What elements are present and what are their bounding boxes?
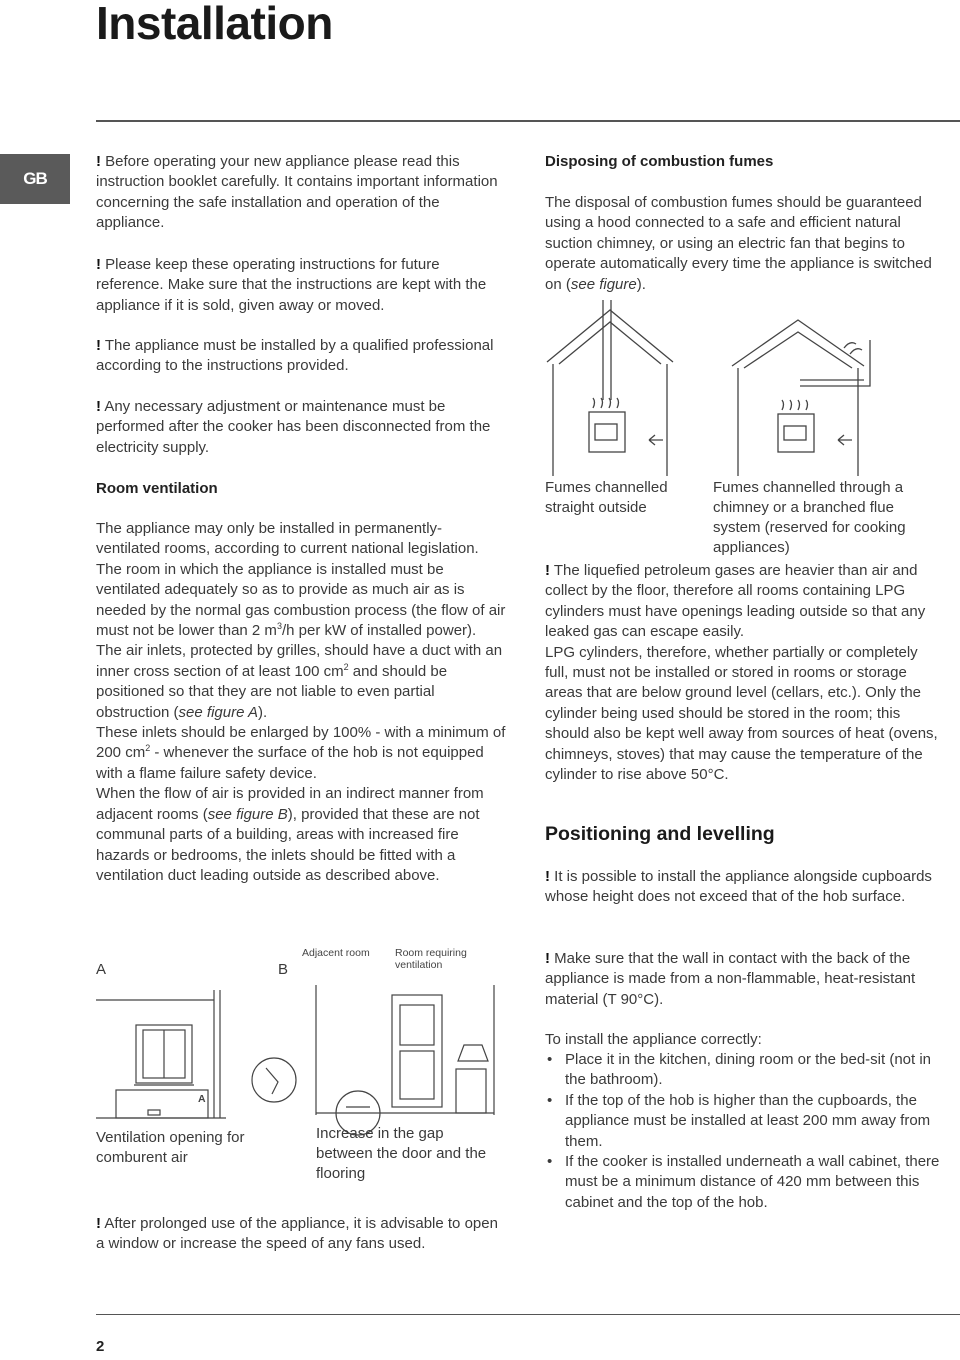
intro-paragraph-3 (96, 336, 506, 377)
hood (458, 1045, 488, 1061)
positioning-paragraph-1 (545, 867, 945, 908)
list-item (545, 1091, 945, 1152)
room-ventilation-heading: Room ventilation (96, 480, 218, 497)
lpg-paragraph-2: LPG cylinders, therefore, whether partially or completely full, must not be installed or stored in rooms or storage areas that are below ground level (cellars, etc.). Only the cylinder being used should be stored in the room; this should also be kept well away from sources of heat (ovens, chimneys, stoves) that may cause the temperature of the cylinder to rise above 50°C. (545, 643, 938, 784)
figure-b-ventilation-diagram (296, 985, 496, 1115)
house-outer (547, 310, 673, 362)
language-tab-label: GB (23, 169, 47, 188)
detail-circle (252, 1058, 296, 1102)
page-number: 2 (96, 1338, 105, 1355)
bullet-glyph: • (547, 1153, 553, 1171)
fumes-text: The disposal of combustion fumes should be guaranteed using a hood connected to a safe and efficient natural suction chimney, or using an electric fan that begins to operate automatically every time the appliance is switched on ( (545, 194, 932, 293)
figure-reference: see figure (570, 275, 637, 293)
flames (782, 400, 808, 410)
rv-text-2-end: ). (258, 703, 268, 721)
rv-paragraph-2 (96, 641, 506, 723)
superscript: 2 (343, 661, 349, 672)
cooker-box (116, 1090, 208, 1118)
lpg-paragraph-1 (545, 561, 945, 643)
oven-door (595, 424, 617, 440)
header-rule (96, 120, 960, 122)
bullet-glyph: • (547, 1091, 553, 1109)
warning-mark: ! (96, 1215, 101, 1232)
rv-text-4-end: ), provided that these are not communal parts of a building, areas with increased fire hazards or bedrooms, the inlets should be fitted with a ventilation duct leading outside as described above. (96, 805, 480, 884)
opening-a-label: A (198, 1093, 206, 1105)
bullet-glyph: • (547, 1051, 553, 1068)
figure-reference: see figure B (207, 805, 288, 823)
caption-straight-outside: Fumes channelled straight outside (545, 479, 668, 516)
flames (593, 398, 619, 408)
superscript: 3 (276, 621, 282, 632)
list-item-text: Place it in the kitchen, dining room or the bed-sit (not in the bathroom). (565, 1051, 932, 1089)
intro-text-2: Please keep these operating instructions for future reference. Make sure that the instructions are kept with the appliance if it is sold, given away or moved. (96, 256, 487, 314)
intro-text-3: The appliance must be installed by a qualified professional according to the instructions provided. (96, 337, 494, 375)
warning-mark: ! (96, 398, 101, 415)
figure-a-label: A (96, 961, 107, 978)
rv-text-1-end: /h per kW of installed power). (281, 622, 477, 640)
room-requiring-label: Room requiring ventilation (395, 947, 467, 971)
rv-paragraph-3 (96, 723, 506, 784)
room-ventilation-body (96, 519, 506, 886)
fumes-text-end: ). (636, 275, 646, 293)
rv-text-1: The appliance may only be installed in permanently-ventilated rooms, according to current national legislation. The room in which the appliance is installed must be ventilated adequately so as to provide as much air as is needed by the normal gas combustion process (the flow of air must not be lower than 2 m (96, 520, 506, 640)
adjacent-room-label: Adjacent room (302, 947, 370, 959)
positioning-text-2: Make sure that the wall in contact with the back of the appliance is made from a non-flammable, heat-resistant material (T 90°C). (545, 950, 916, 1008)
list-item-text: If the top of the hob is higher than the cupboards, the appliance must be installed at least 200 mm away from them. (565, 1091, 931, 1150)
caption-chimney: Fumes channelled through a chimney or a branched flue system (reserved for cooking appliances) (713, 479, 906, 556)
warning-mark: ! (545, 868, 550, 885)
rv-text-3-end: - whenever the surface of the hob is not equipped with a flame failure safety device. (96, 744, 484, 782)
rv-text-4: When the flow of air is provided in an indirect manner from adjacent rooms ( (96, 785, 484, 823)
caption-figure-b: Increase in the gap between the door and the flooring (316, 1125, 487, 1182)
figure-b-label: B (278, 961, 289, 978)
fumes-chimney-diagram (730, 310, 880, 490)
list-item (545, 1050, 945, 1091)
fumes-paragraph (545, 193, 945, 295)
positioning-heading: Positioning and levelling (545, 823, 775, 845)
warning-mark: ! (545, 562, 550, 579)
house-inner (559, 322, 661, 364)
airflow-arrow (266, 1068, 278, 1094)
intro-text-1: Before operating your new appliance please read this instruction booklet carefully. It contains important information concerning the safe installation and operation of the appliance. (96, 153, 498, 232)
door-panel-bottom (400, 1051, 434, 1099)
air-inlet-arrow (649, 435, 663, 445)
install-bullet-list (545, 1050, 945, 1213)
rv-text-3: These inlets should be enlarged by 100% - with a minimum of 200 cm (96, 724, 506, 762)
language-tab (0, 154, 70, 204)
rv-text-2-mid: and should be positioned so that they are not liable to even partial obstruction ( (96, 662, 448, 721)
house-outer (732, 320, 864, 366)
vent-grille (148, 1110, 160, 1115)
fumes-heading: Disposing of combustion fumes (545, 153, 774, 170)
lpg-text-1: The liquefied petroleum gases are heavier than air and collect by the floor, therefore all rooms containing LPG cylinders must have openings leading outside so that any leaked gas can escape easily. (545, 562, 926, 641)
intro-paragraph-1 (96, 152, 506, 234)
warning-mark: ! (96, 153, 101, 170)
rv-paragraph-4 (96, 784, 506, 886)
warning-mark: ! (545, 950, 550, 967)
air-inlet-arrow (838, 435, 852, 445)
lpg-block (545, 561, 945, 785)
fume-swirl (844, 343, 862, 354)
positioning-text-1: It is possible to install the appliance alongside cupboards whose height does not exceed that of the hob surface. (545, 868, 932, 906)
intro-text-4: Any necessary adjustment or maintenance must be performed after the cooker has been disconnected from the electricity supply. (96, 398, 491, 456)
fans-paragraph (96, 1214, 506, 1255)
positioning-paragraph-2 (545, 949, 945, 1010)
page-title: Installation (96, 0, 333, 49)
intro-paragraph-4 (96, 397, 506, 458)
rv-paragraph-1 (96, 519, 506, 641)
superscript: 2 (145, 743, 151, 754)
intro-paragraph-2 (96, 255, 506, 316)
fumes-straight-outside-diagram (545, 300, 685, 480)
warning-mark: ! (96, 256, 101, 273)
list-item (545, 1152, 945, 1213)
door-panel-top (400, 1005, 434, 1045)
figure-reference: see figure A (178, 703, 259, 721)
list-item-text: If the cooker is installed underneath a wall cabinet, there must be a minimum distance of 420 mm between this cabinet and the top of the hob. (565, 1153, 940, 1211)
fans-text: After prolonged use of the appliance, it is advisable to open a window or increase the speed of any fans used. (96, 1215, 498, 1253)
caption-figure-a: Ventilation opening for comburent air (96, 1129, 245, 1166)
warning-mark: ! (96, 337, 101, 354)
install-intro: To install the appliance correctly: (545, 1031, 762, 1048)
figure-a-ventilation-diagram (96, 990, 296, 1120)
oven-door (784, 426, 806, 440)
cooker-box (456, 1069, 486, 1113)
footer-rule (96, 1314, 960, 1315)
house-inner (744, 332, 852, 368)
rv-text-2: The air inlets, protected by grilles, should have a duct with an inner cross section of at least 100 cm (96, 642, 503, 680)
